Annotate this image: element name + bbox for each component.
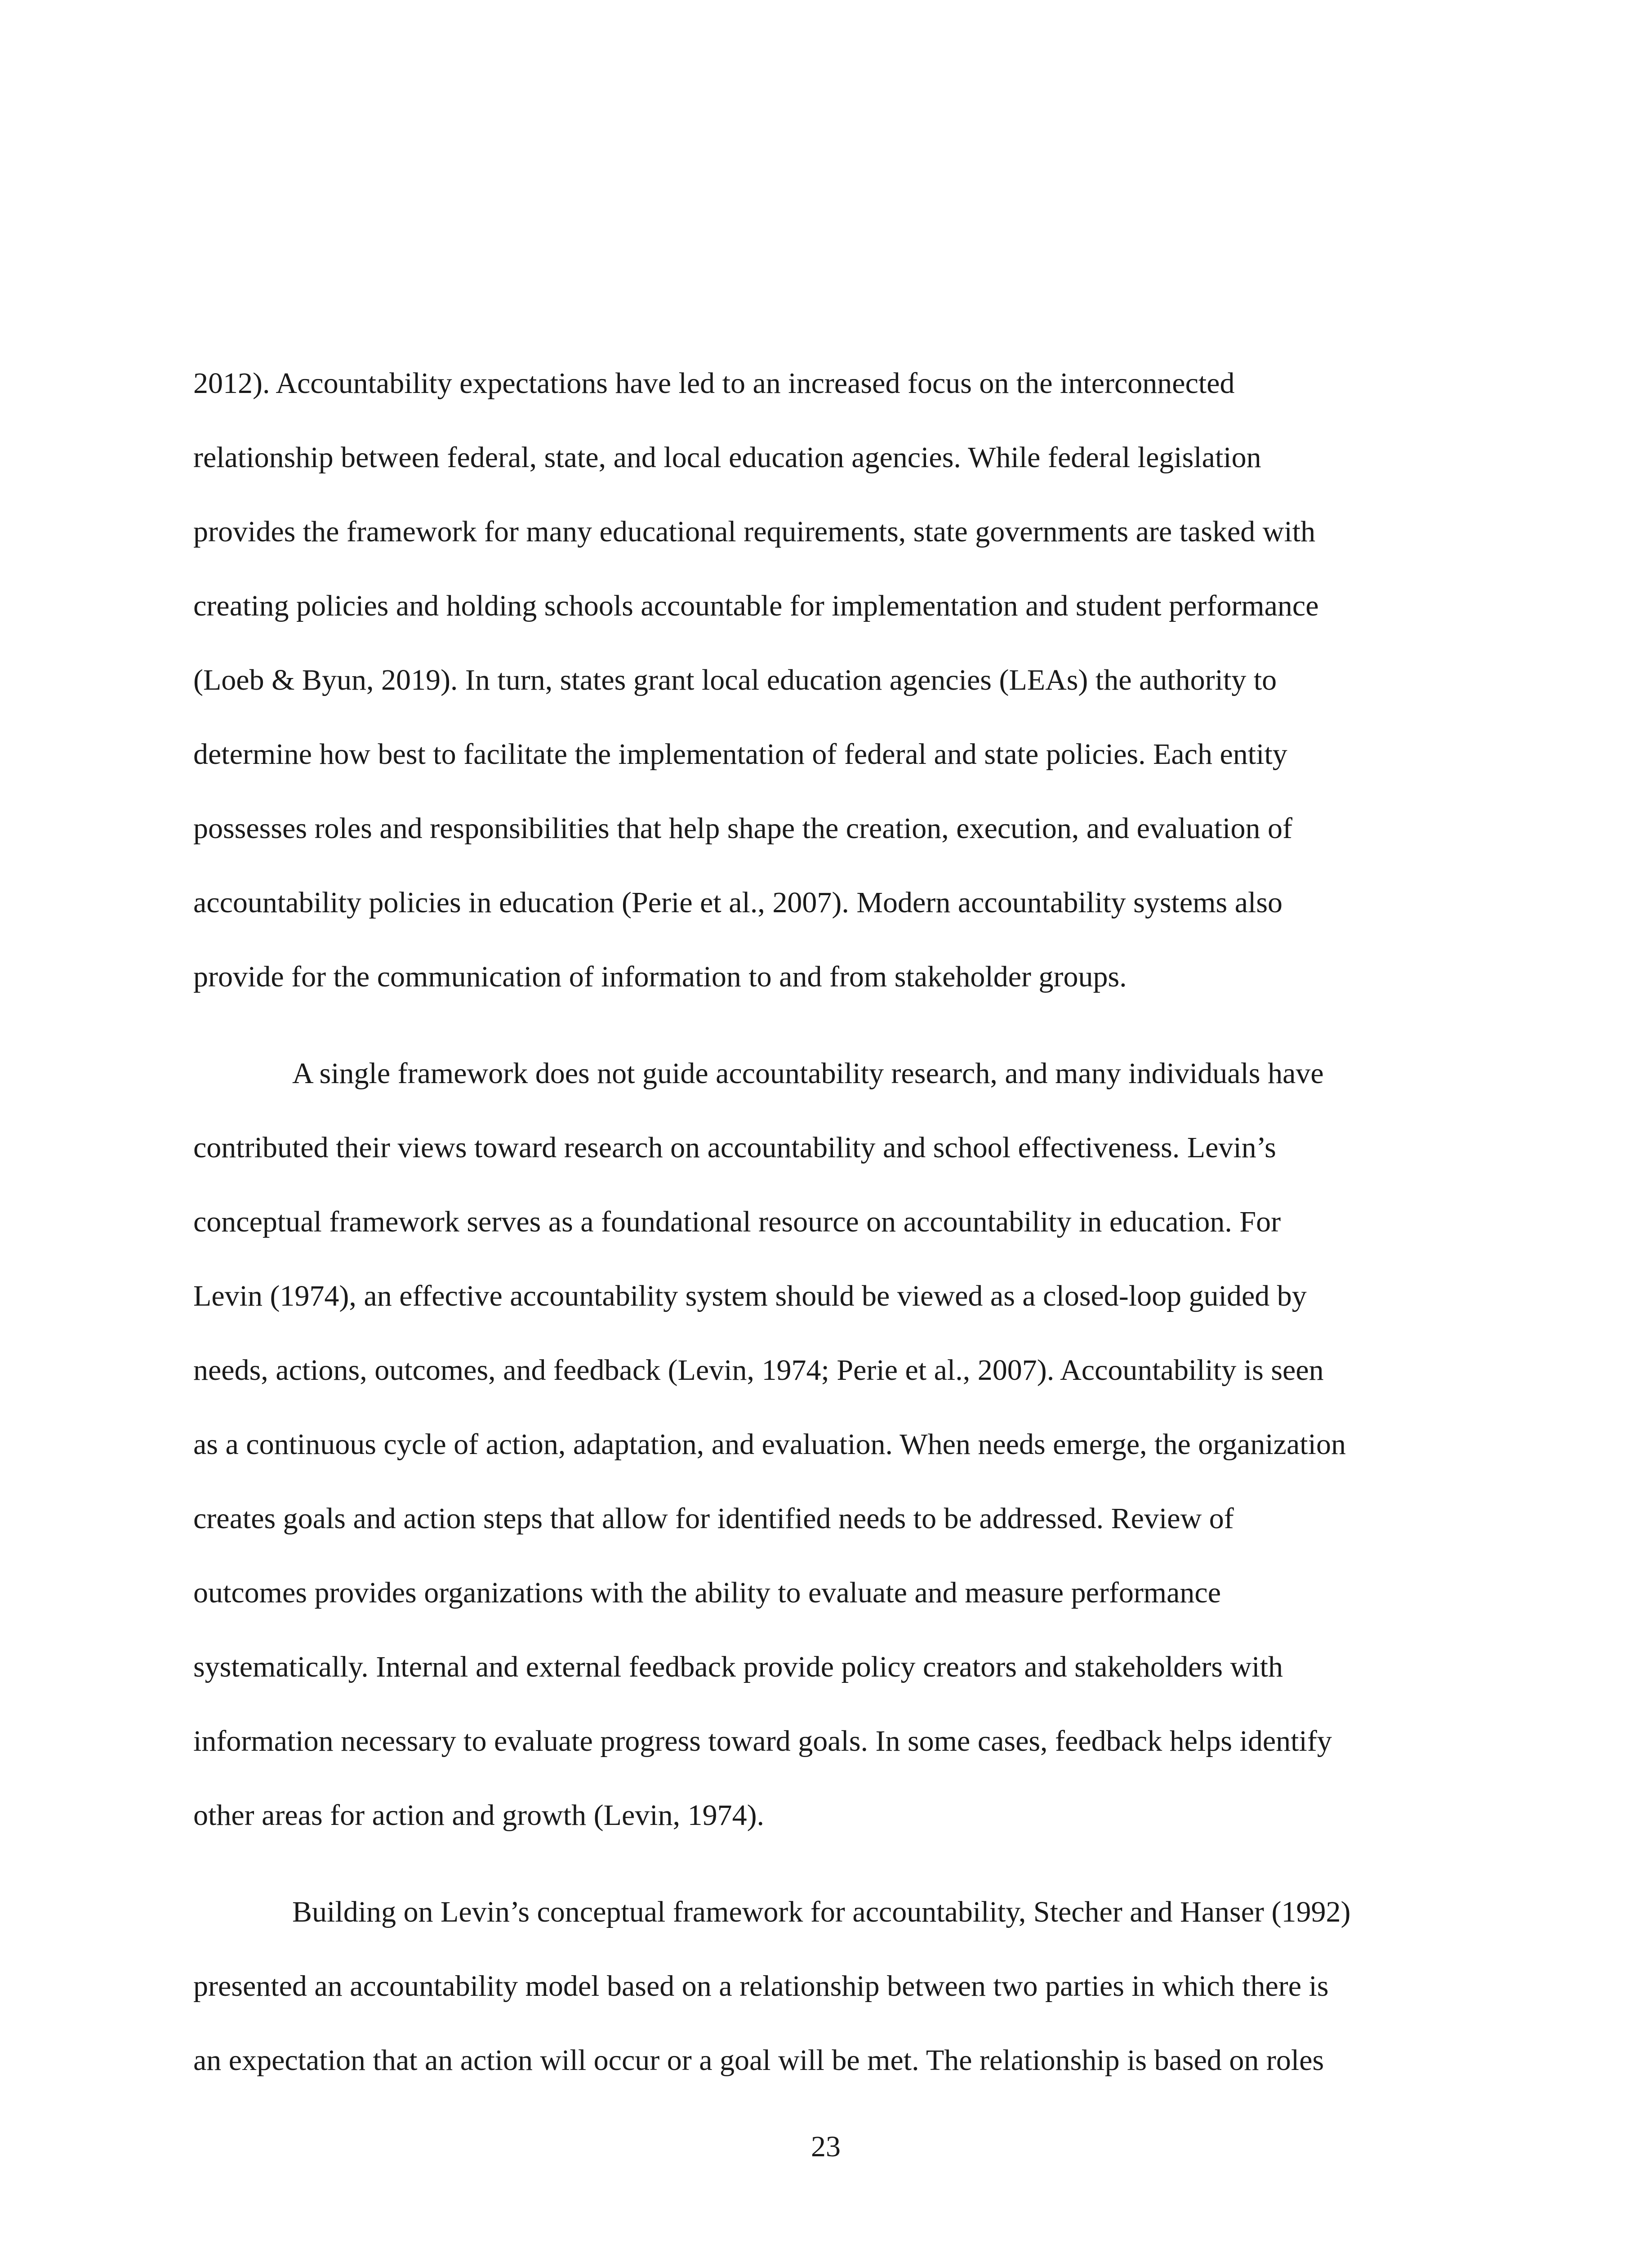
- text-line: provides the framework for many educational requirements, state governments are tasked with: [193, 515, 1316, 548]
- text-line: systematically. Internal and external feedback provide policy creators and stakeholders with: [193, 1650, 1283, 1683]
- text-line: determine how best to facilitate the implementation of federal and state policies. Each entity: [193, 738, 1287, 771]
- text-line: provide for the communication of information to and from stakeholder groups.: [193, 960, 1127, 993]
- text-line: needs, actions, outcomes, and feedback (Levin, 1974; Perie et al., 2007). Accountability is seen: [193, 1354, 1324, 1387]
- paragraph-2: [193, 1036, 1452, 1852]
- text-line-first: A single framework does not guide accountability research, and many individuals have: [292, 1057, 1324, 1090]
- text-line: creating policies and holding schools accountable for implementation and student performance: [193, 589, 1319, 622]
- text-line: contributed their views toward research on accountability and school effectiveness. Levin’s: [193, 1131, 1276, 1164]
- text-line: outcomes provides organizations with the ability to evaluate and measure performance: [193, 1576, 1221, 1609]
- page-number: 23: [811, 2130, 841, 2163]
- text-line: other areas for action and growth (Levin, 1974).: [193, 1799, 765, 1832]
- text-line: an expectation that an action will occur or a goal will be met. The relationship is based on roles: [193, 2044, 1324, 2077]
- text-line: conceptual framework serves as a foundational resource on accountability in education. For: [193, 1205, 1281, 1238]
- text-line: Levin (1974), an effective accountability system should be viewed as a closed-loop guided by: [193, 1280, 1307, 1312]
- text-line: information necessary to evaluate progress toward goals. In some cases, feedback helps identify: [193, 1725, 1332, 1757]
- text-line: 2012). Accountability expectations have led to an increased focus on the interconnected: [193, 367, 1235, 400]
- text-line: (Loeb & Byun, 2019). In turn, states grant local education agencies (LEAs) the authority to: [193, 664, 1277, 696]
- text-line: possesses roles and responsibilities that help shape the creation, execution, and evaluation of: [193, 812, 1292, 845]
- text-line: presented an accountability model based on a relationship between two parties in which there is: [193, 1970, 1329, 2003]
- text-line: as a continuous cycle of action, adaptation, and evaluation. When needs emerge, the organization: [193, 1428, 1346, 1461]
- paragraph-1: [193, 346, 1452, 1014]
- paragraph-gap: [193, 1852, 1452, 1875]
- text-line-first: Building on Levin’s conceptual framework for accountability, Stecher and Hanser (1992): [292, 1896, 1351, 1928]
- text-line: creates goals and action steps that allow for identified needs to be addressed. Review of: [193, 1502, 1234, 1535]
- text-line: relationship between federal, state, and local education agencies. While federal legislation: [193, 441, 1261, 474]
- body-text: [193, 346, 1452, 2097]
- paragraph-gap: [193, 1014, 1452, 1036]
- text-line: accountability policies in education (Perie et al., 2007). Modern accountability systems also: [193, 886, 1283, 919]
- paragraph-3: [193, 1875, 1452, 2097]
